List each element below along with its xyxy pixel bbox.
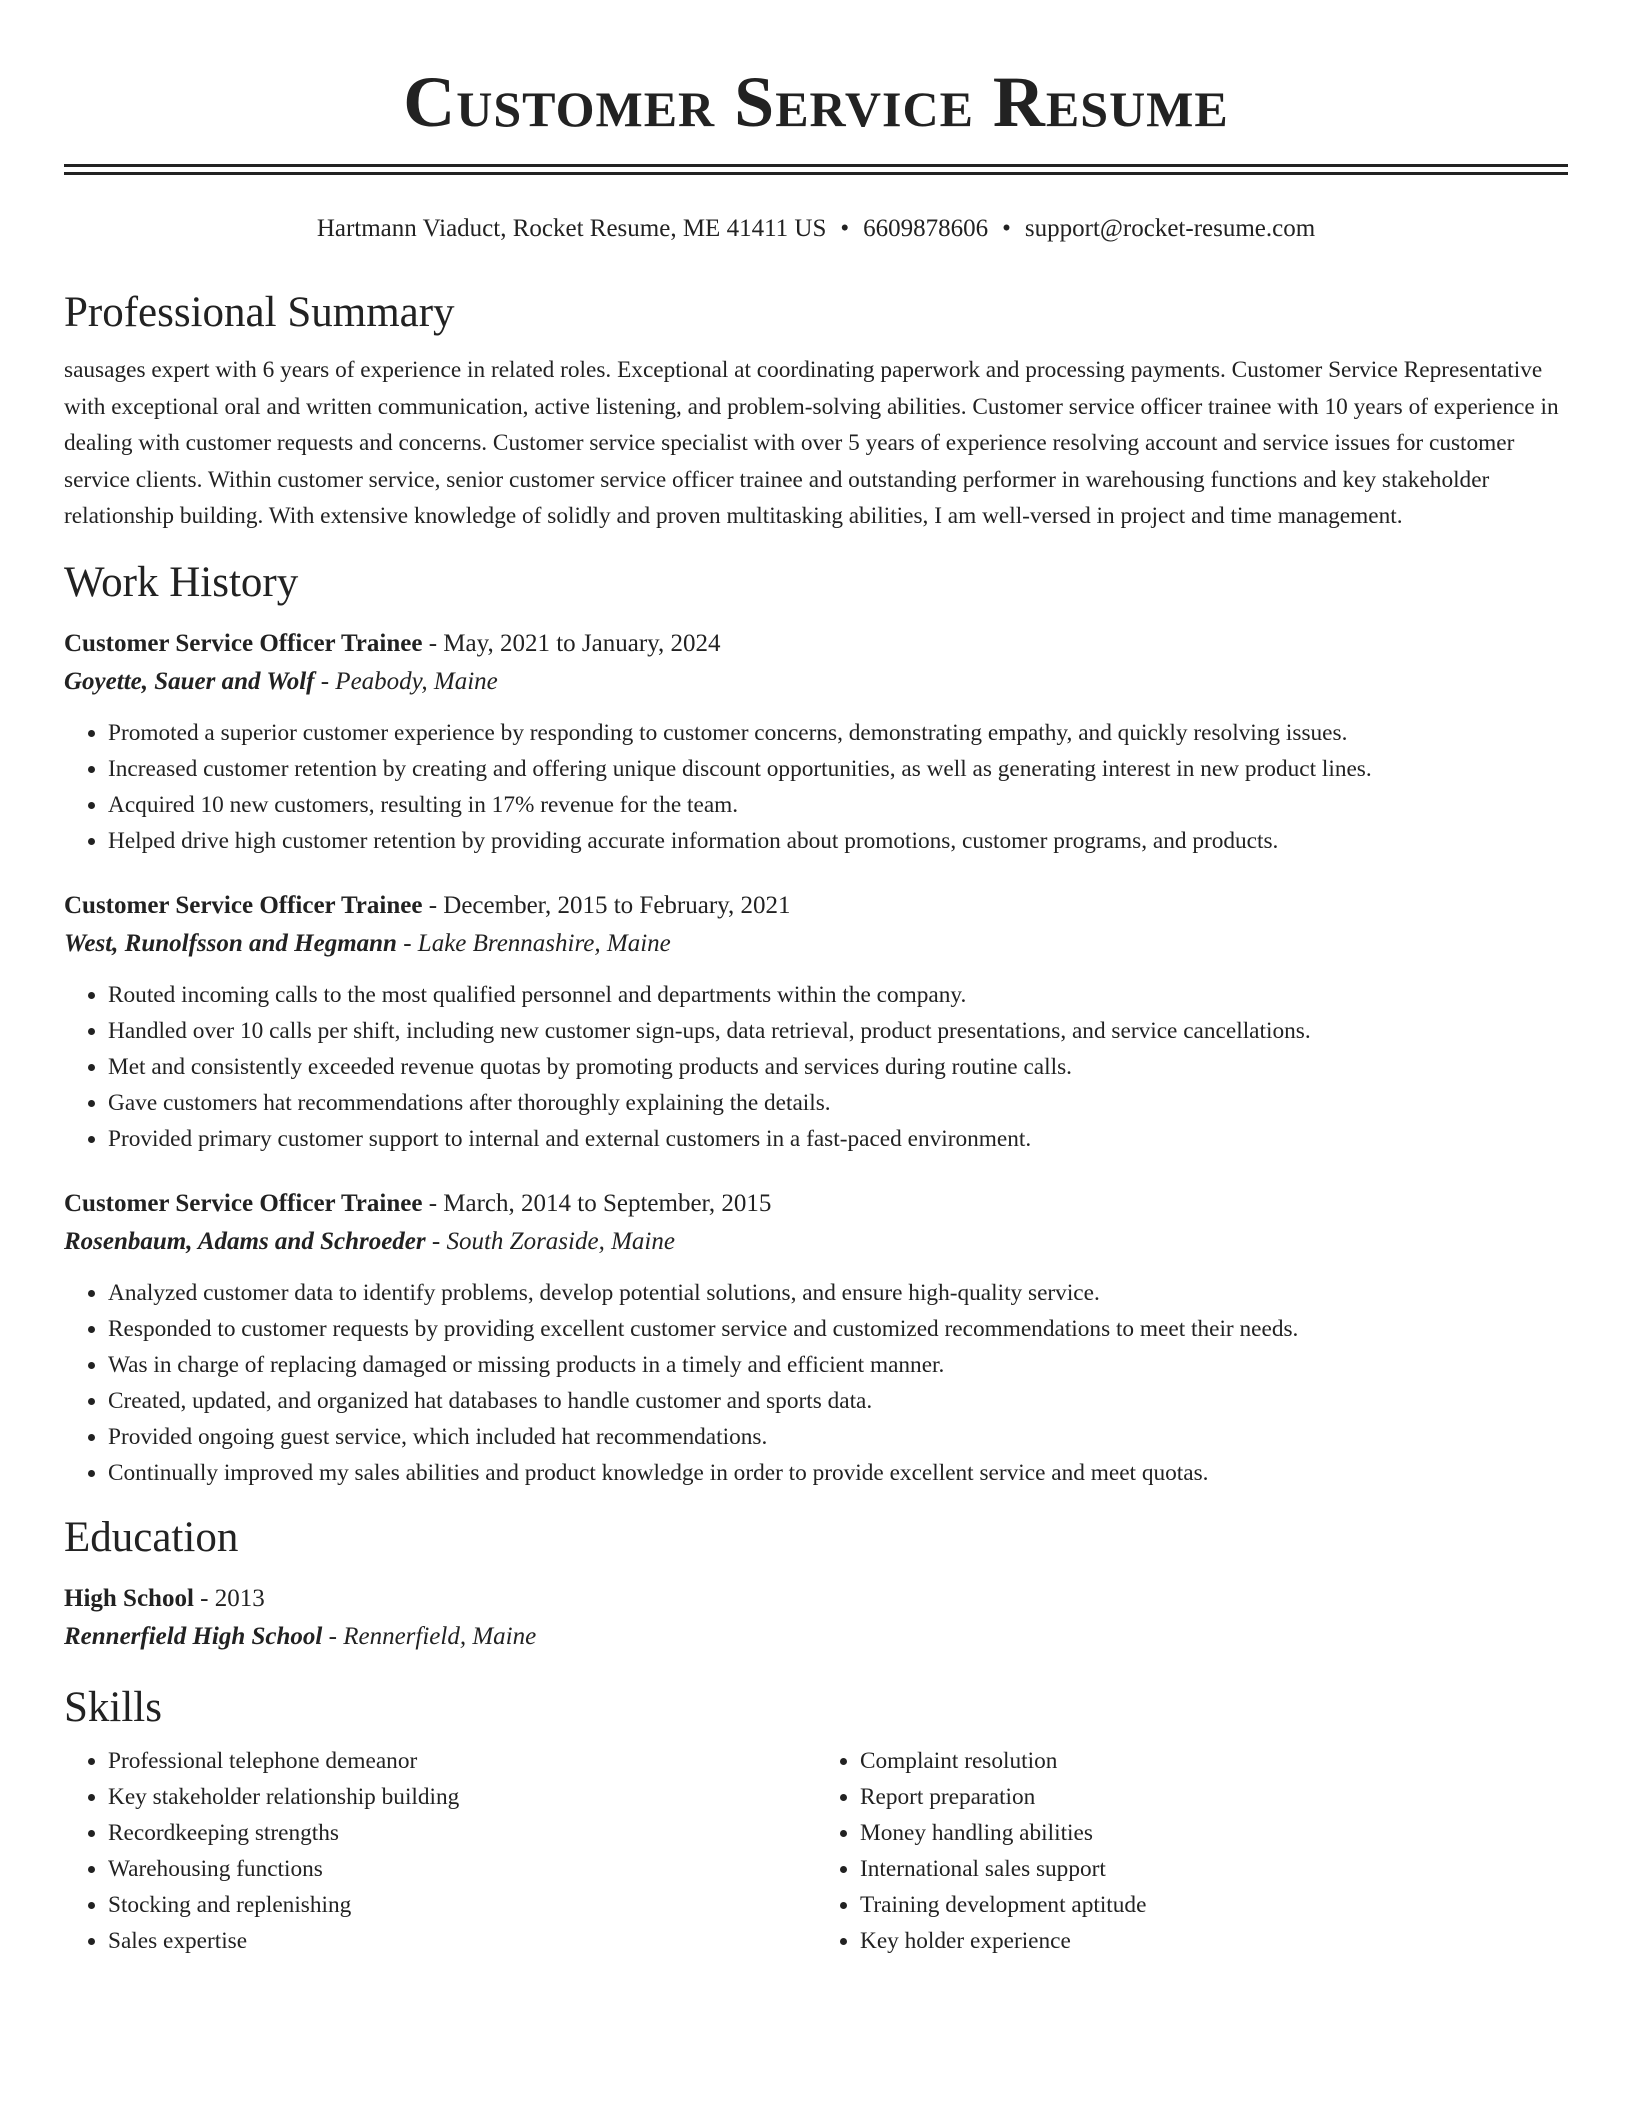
summary-text: sausages expert with 6 years of experience in related roles. Exceptional at coordinating paperwork and processing payments. Customer Service Representative with exceptional oral and written communication, active listening, and problem-solving abilities. Customer service officer trainee with 10 years of experience in dealing with customer requests and concerns. Customer service specialist with over 5 years of experience resolving account and service issues for customer service clients. Within customer service, senior customer service officer trainee and outstanding performer in warehousing functions and key stakeholder relationship building. With extensive knowledge of solidly and proven multitasking abilities, I am well-versed in project and time management. xyxy=(64,357,1559,530)
contact-line xyxy=(64,213,1568,245)
education-entry xyxy=(64,1580,1568,1656)
job-title-line xyxy=(64,625,1568,663)
skills-columns xyxy=(64,1733,1568,1959)
skills-list-right xyxy=(816,1743,1568,1959)
job-company-line xyxy=(64,663,1568,701)
skills-list-left xyxy=(64,1743,816,1959)
education-location: - Rennerfield, Maine xyxy=(322,1622,537,1650)
list-item: • Created, updated, and organized hat databases to handle customer and sports data. xyxy=(108,1383,1568,1419)
job-title: Customer Service Officer Trainee xyxy=(64,1189,423,1217)
job-title: Customer Service Officer Trainee xyxy=(64,891,423,919)
work-history-heading: Work History xyxy=(64,558,299,606)
page-title: Customer Service Resume xyxy=(403,62,1229,142)
education-section xyxy=(64,1513,1568,1656)
job-dates: - December, 2015 to February, 2021 xyxy=(422,891,791,919)
job-company: Rosenbaum, Adams and Schroeder xyxy=(64,1227,426,1255)
education-heading: Education xyxy=(64,1513,239,1561)
contact-address: Hartmann Viaduct, Rocket Resume, ME 41411 US xyxy=(316,215,827,242)
job-location: - South Zoraside, Maine xyxy=(425,1227,675,1255)
education-degree-line xyxy=(64,1580,1568,1618)
list-item: • Provided primary customer support to internal and external customers in a fast-paced environment. xyxy=(108,1121,1568,1157)
list-item: • Promoted a superior customer experience by responding to customer concerns, demonstrating empathy, and quickly resolving issues. xyxy=(108,715,1568,751)
job-title: Customer Service Officer Trainee xyxy=(64,629,423,657)
job-bullets xyxy=(64,715,1568,859)
job-entry xyxy=(64,625,1568,859)
education-school-line xyxy=(64,1618,1568,1656)
education-degree: High School xyxy=(64,1584,194,1612)
job-title-line xyxy=(64,1185,1568,1223)
list-item: • Sales expertise xyxy=(108,1923,816,1959)
title-double-rule xyxy=(64,164,1568,175)
list-item: • Acquired 10 new customers, resulting in 17% revenue for the team. xyxy=(108,787,1568,823)
list-item: • Handled over 10 calls per shift, including new customer sign-ups, data retrieval, product presentations, and service cancellations. xyxy=(108,1013,1568,1049)
list-item: • Complaint resolution xyxy=(860,1743,1568,1779)
list-item: • Provided ongoing guest service, which included hat recommendations. xyxy=(108,1419,1568,1455)
job-company-line xyxy=(64,925,1568,963)
list-item: • Gave customers hat recommendations after thoroughly explaining the details. xyxy=(108,1085,1568,1121)
job-title-line xyxy=(64,887,1568,925)
list-item: • Training development aptitude xyxy=(860,1887,1568,1923)
job-company: West, Runolfsson and Hegmann xyxy=(64,929,397,957)
list-item: • Helped drive high customer retention by providing accurate information about promotions, customer programs, and products. xyxy=(108,823,1568,859)
list-item: • Continually improved my sales abilities and product knowledge in order to provide excellent service and meet quotas. xyxy=(108,1455,1568,1491)
job-company: Goyette, Sauer and Wolf xyxy=(64,667,315,695)
list-item: • Met and consistently exceeded revenue quotas by promoting products and services during routine calls. xyxy=(108,1049,1568,1085)
job-bullets xyxy=(64,977,1568,1157)
list-item: • Analyzed customer data to identify problems, develop potential solutions, and ensure high-quality service. xyxy=(108,1275,1568,1311)
job-dates: - May, 2021 to January, 2024 xyxy=(422,629,721,657)
summary-heading: Professional Summary xyxy=(64,289,455,336)
job-entry xyxy=(64,887,1568,1157)
contact-email[interactable]: support@rocket-resume.com xyxy=(1024,215,1316,242)
list-item: • Key stakeholder relationship building xyxy=(108,1779,816,1815)
list-item: • Routed incoming calls to the most qualified personnel and departments within the company. xyxy=(108,977,1568,1013)
list-item: • Responded to customer requests by providing excellent customer service and customized recommendations to meet their needs. xyxy=(108,1311,1568,1347)
education-year: - 2013 xyxy=(193,1584,265,1612)
skills-section xyxy=(64,1683,1568,1959)
job-dates: - March, 2014 to September, 2015 xyxy=(422,1189,772,1217)
job-company-line xyxy=(64,1223,1568,1261)
job-location: - Lake Brennashire, Maine xyxy=(396,929,671,957)
list-item: • Warehousing functions xyxy=(108,1851,816,1887)
list-item: • Report preparation xyxy=(860,1779,1568,1815)
contact-separator: • xyxy=(840,215,850,242)
job-location: - Peabody, Maine xyxy=(314,667,498,695)
list-item: • International sales support xyxy=(860,1851,1568,1887)
list-item: • Increased customer retention by creating and offering unique discount opportunities, as well as generating interest in new product lines. xyxy=(108,751,1568,787)
list-item: • Recordkeeping strengths xyxy=(108,1815,816,1851)
work-history-section xyxy=(64,558,1568,1491)
summary-section xyxy=(64,288,1568,535)
list-item: • Professional telephone demeanor xyxy=(108,1743,816,1779)
education-school: Rennerfield High School xyxy=(64,1622,323,1650)
contact-phone: 6609878606 xyxy=(863,215,989,242)
list-item: • Money handling abilities xyxy=(860,1815,1568,1851)
list-item: • Was in charge of replacing damaged or missing products in a timely and efficient manner. xyxy=(108,1347,1568,1383)
job-entry xyxy=(64,1185,1568,1491)
list-item: • Key holder experience xyxy=(860,1923,1568,1959)
skills-heading: Skills xyxy=(64,1683,162,1731)
list-item: • Stocking and replenishing xyxy=(108,1887,816,1923)
job-bullets xyxy=(64,1275,1568,1491)
contact-separator: • xyxy=(1002,215,1011,242)
